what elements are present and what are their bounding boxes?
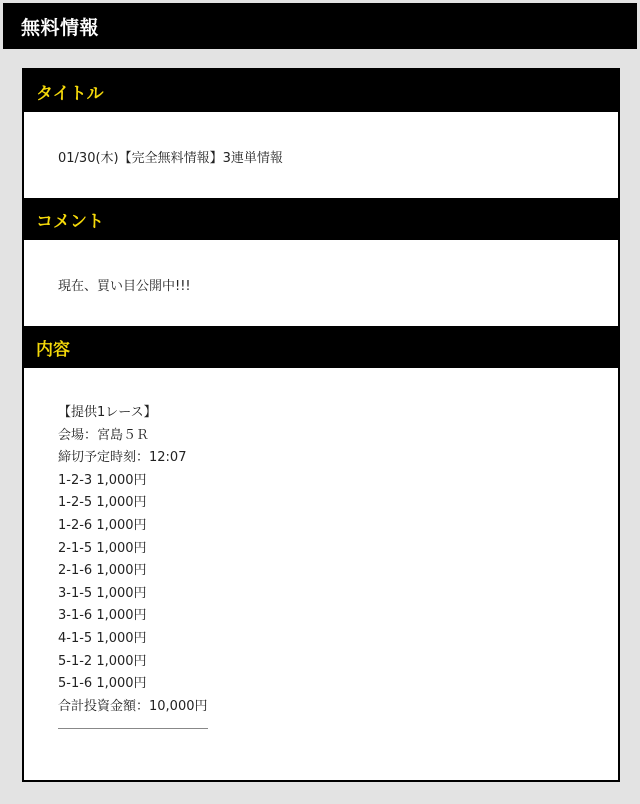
section-body-comment	[24, 240, 618, 326]
content-line: 会場：宮島５Ｒ	[58, 427, 150, 443]
section-heading-comment	[24, 198, 618, 240]
content-line: 1-2-6 1,000円	[58, 517, 147, 533]
content-line: 2-1-5 1,000円	[58, 540, 147, 556]
section-heading-content	[24, 326, 618, 368]
comment-text: 現在、買い目公開中!!!	[58, 279, 191, 294]
content-line: 3-1-6 1,000円	[58, 608, 147, 624]
content-divider	[58, 728, 208, 729]
content-line: 5-1-2 1,000円	[58, 653, 147, 669]
section-body-title	[24, 112, 618, 198]
info-title-text: 01/30(木)【完全無料情報】3連単情報	[58, 151, 283, 166]
content-line: 2-1-6 1,000円	[58, 563, 147, 579]
content-line: 4-1-5 1,000円	[58, 630, 147, 646]
section-body-content	[24, 368, 618, 729]
page-header	[3, 3, 637, 49]
content-line: 1-2-3 1,000円	[58, 472, 147, 488]
page-title: 無料情報	[21, 16, 100, 39]
content-line: 【提供1レース】	[58, 405, 157, 420]
content-line: 5-1-6 1,000円	[58, 676, 147, 692]
section-heading-title-label: タイトル	[36, 83, 104, 104]
section-heading-content-label: 内容	[36, 339, 70, 360]
content-line: 締切予定時刻：12:07	[58, 450, 187, 466]
content-line: 1-2-5 1,000円	[58, 495, 147, 511]
content-line: 3-1-5 1,000円	[58, 585, 147, 601]
info-panel	[22, 68, 620, 782]
section-heading-comment-label: コメント	[36, 211, 104, 232]
section-heading-title	[24, 70, 618, 112]
content-total-line: 合計投資金額：10,000円	[58, 698, 208, 714]
